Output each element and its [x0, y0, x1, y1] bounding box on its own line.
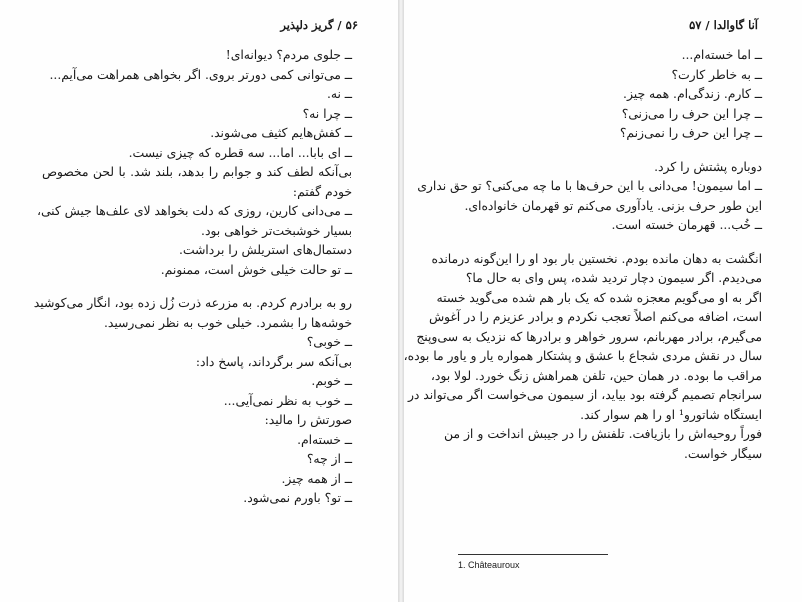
- left-page: [0, 0, 398, 602]
- text-line: سال در نقش مردی شجاع با عشق و پشتکار همواره یار و یاور ما بوده،: [403, 349, 762, 363]
- text-line: بسیار خوشبخت‌تر خواهی بود.: [201, 223, 352, 238]
- text-line: ایستگاه شاتورو¹ او را هم سوار کند.: [580, 407, 762, 422]
- text-line: ــ کارم. زندگی‌ام. همه چیز.: [623, 87, 762, 101]
- right-page-header: آنا گاوالدا / ۵۷: [689, 18, 758, 32]
- text-line: می‌گیرم، برادر مهربانم، سرور خواهر و برادرها که نزدیک به سی‌وپنج: [416, 329, 762, 344]
- text-line: ــ خوبم.: [311, 374, 352, 388]
- footnote-rule: [458, 554, 608, 555]
- text-line: مراقب ما بوده. در همان حین، تلفن همراهش زنگ خورد. لولا بود،: [430, 368, 762, 383]
- text-line: ــ خُب... قهرمان خسته است.: [611, 218, 762, 232]
- text-line: ــ تو حالت خیلی خوش است، ممنونم.: [160, 262, 352, 277]
- text-line: دستمال‌های استریلش را برداشت.: [179, 243, 352, 257]
- left-page-header: ۵۶ / گریز دلپذیر: [280, 18, 358, 32]
- text-line: دوباره پشتش را کرد.: [654, 159, 762, 174]
- text-line: ــ خسته‌ام.: [297, 432, 352, 447]
- text-line: [444, 144, 762, 158]
- text-line: ــ خوب به نظر نمی‌آیی...: [223, 393, 352, 408]
- text-line: ــ نه.: [326, 87, 352, 101]
- text-line: است، اضافه می‌کنم اصلاً تعجب نکردم و برادر عزیزم را در آغوش: [429, 310, 762, 324]
- text-line: خوشه‌ها را بشمرد. خیلی خوب به نظر نمی‌رسید.: [103, 315, 352, 330]
- text-line: ــ چرا این حرف را می‌زنی؟: [621, 106, 762, 121]
- text-line: ــ به خاطر کارت؟: [671, 67, 762, 82]
- text-line: ــ از همه چیز.: [281, 471, 352, 486]
- right-page-body: [403, 46, 762, 464]
- text-line: صورتش را مالید:: [264, 413, 352, 427]
- text-line: ــ می‌دانی کارین، روزی که دلت بخواهد لای علف‌ها جیش کنی،: [36, 204, 352, 218]
- text-line: فوراً روحیه‌اش را بازیافت. تلفنش را در جیبش انداخت و از من: [444, 427, 762, 441]
- text-line: ــ می‌توانی کمی دورتر بروی. اگر بخواهی همراهت می‌آیم...: [49, 67, 352, 82]
- left-page-body: [33, 46, 352, 509]
- text-line: ــ ای بابا... اما... سه قطره که چیزی نیست.: [128, 145, 352, 160]
- text-line: ــ کفش‌هایم کثیف می‌شوند.: [210, 126, 352, 140]
- text-line: ــ اما سیمون! می‌دانی با این حرف‌ها با ما چه می‌کنی؟ تو حق نداری: [417, 179, 762, 193]
- text-line: [42, 280, 352, 294]
- right-page: [404, 0, 802, 602]
- text-line: سرانجام تصمیم گرفته بود بیاید، از سیمون می‌خواست اگر می‌تواند در: [407, 388, 762, 402]
- text-line: سیگار خواست.: [683, 446, 762, 461]
- text-line: خودم گفتم:: [292, 184, 352, 199]
- text-line: [444, 236, 762, 250]
- text-line: ــ تو؟ باورم نمی‌شود.: [243, 491, 352, 505]
- text-line: ــ جلوی مردم؟ دیوانه‌ای!: [225, 48, 352, 62]
- text-line: انگشت به دهان مانده بودم. نخستین بار بود او را این‌گونه درمانده: [431, 251, 762, 266]
- footnote: 1. Châteauroux: [458, 560, 520, 570]
- text-line: این طور حرف بزنی. یادآوری می‌کنم تو قهرمان خانواده‌ای.: [464, 198, 762, 213]
- text-line: ــ چرا این حرف را نمی‌زنم؟: [619, 126, 762, 140]
- text-line: اگر به او می‌گویم معجزه شده که یک بار هم شده می‌گوید خسته: [436, 290, 762, 305]
- text-line: ــ از چه؟: [306, 452, 352, 466]
- text-line: بی‌آنکه لطف کند و جوابم را بدهد، بلند شد. با لحن مخصوص: [42, 165, 352, 179]
- text-line: ــ اما خسته‌ام...: [681, 48, 762, 62]
- text-line: ــ خوبی؟: [306, 335, 352, 349]
- text-line: رو به برادرم کردم. به مزرعه ذرت زُل زده بود، انگار می‌کوشید: [33, 296, 352, 310]
- text-line: بی‌آنکه سر برگرداند، پاسخ داد:: [195, 354, 352, 369]
- text-line: می‌دیدم. اگر سیمون دچار تردید شده، پس وای به حال ما؟: [465, 271, 762, 285]
- text-line: ــ چرا نه؟: [302, 106, 352, 121]
